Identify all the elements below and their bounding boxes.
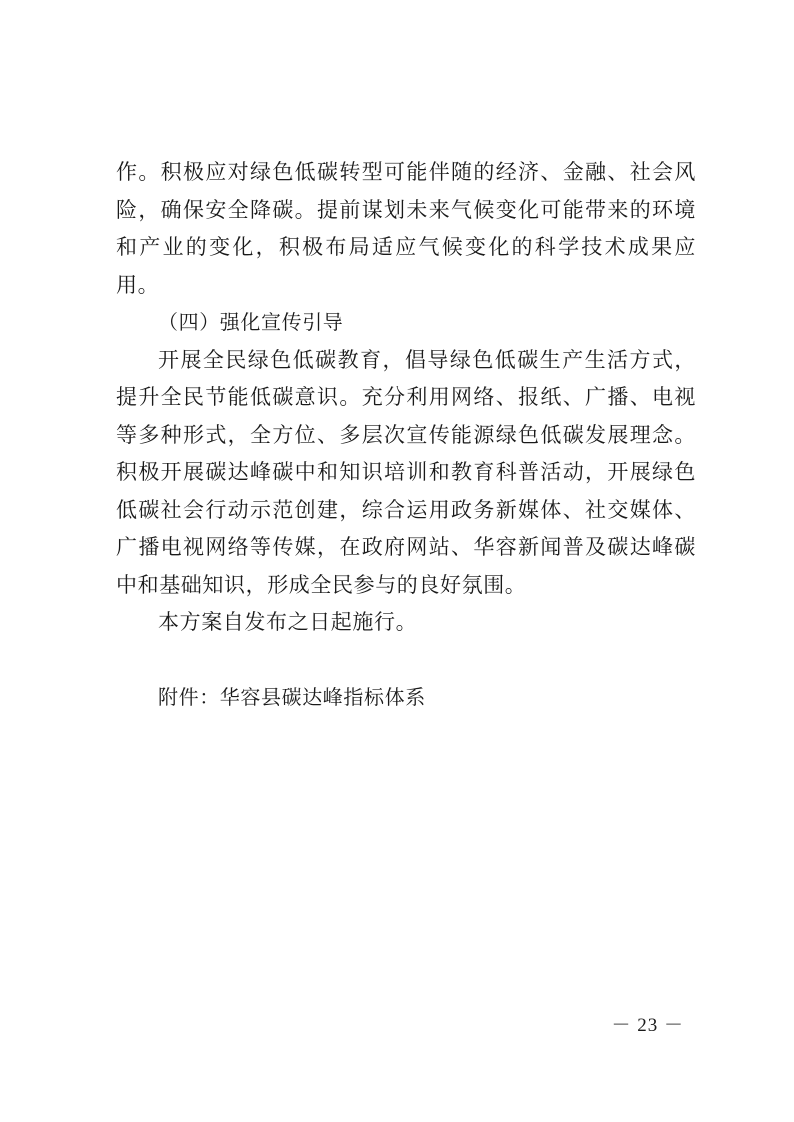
page-number: － 23 － — [611, 1015, 684, 1036]
body-text — [116, 154, 696, 716]
attachment-line: 附件：华容县碳达峰指标体系 — [158, 684, 426, 709]
paragraph-continuation: 作。积极应对绿色低碳转型可能伴随的经济、金融、社会风险，确保安全降碳。提前谋划未来气候变化可能带来的环境和产业的变化，积极布局适应气候变化的科学技术成果应用。 — [116, 160, 696, 297]
paragraph-effective-date: 本方案自发布之日起施行。 — [158, 610, 418, 634]
paragraph-promotion: 开展全民绿色低碳教育，倡导绿色低碳生产生活方式，提升全民节能低碳意识。充分利用网络、报纸、广播、电视等多种形式，全方位、多层次宣传能源绿色低碳发展理念。积极开展碳达峰碳中和知识培训和教育科普活动，开展绿色低碳社会行动示范创建，综合运用政务新媒体、社交媒体、广播电视网络等传媒，在政府网站、华容新闻普及碳达峰碳中和基础知识，形成全民参与的良好氛围。 — [116, 347, 696, 597]
section-heading: （四）强化宣传引导 — [158, 310, 344, 334]
